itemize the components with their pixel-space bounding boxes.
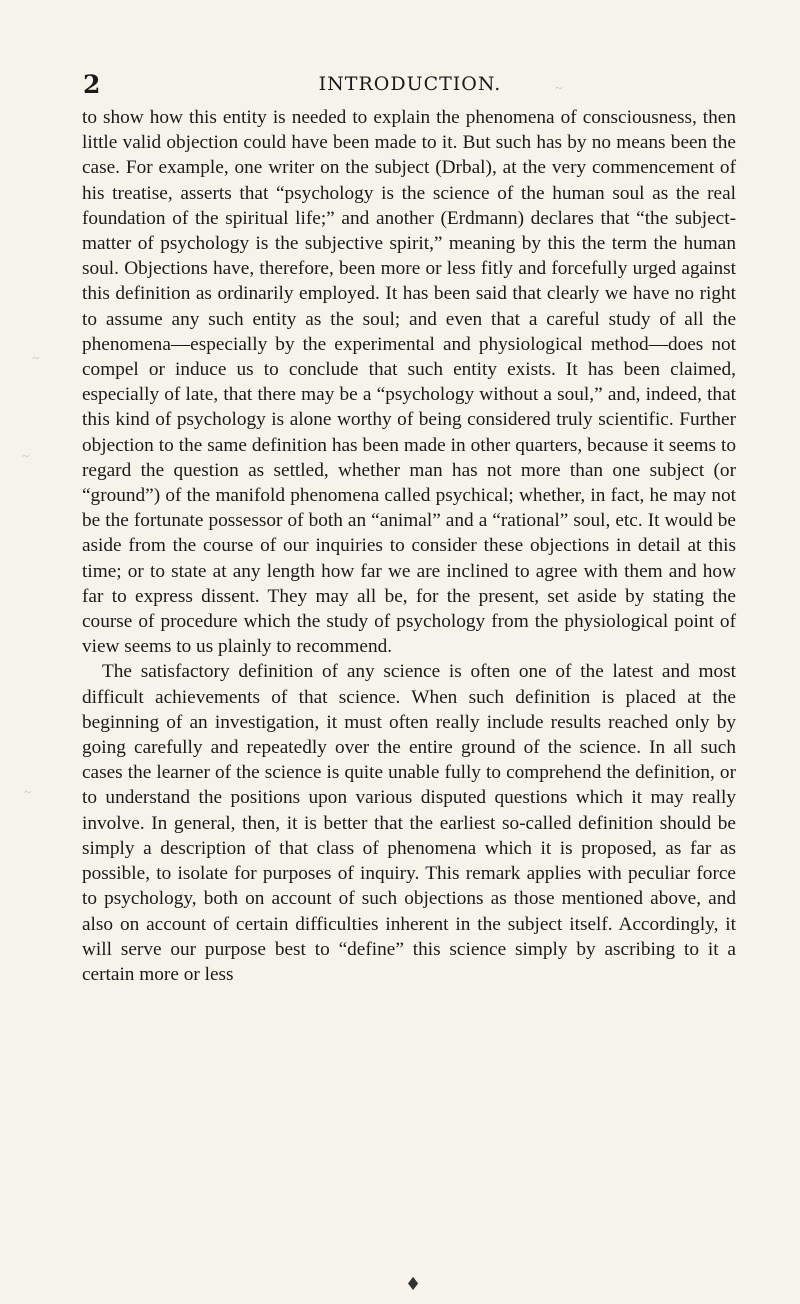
paragraph-2: The satisfactory definition of any science is often one of the latest and most difficult achievements of that science. When such definition is placed at the beginning of an investigation, it must often really include results reached only by going carefully and repeatedly over the entire ground of the science. In all such cases the learner of the science is quite unable fully to comprehend the definition, or to understand the positions upon various disputed questions which it may really involve. In general, then, it is better that the earliest so-called definition should be simply a description of that class of phenomena which it is proposed, as far as possible, to isolate for purposes of inquiry. This remark applies with peculiar force to psychology, both on account of such objections as those mentioned above, and also on account of certain difficulties inherent in the subject itself. Accordingly, it will serve our purpose best to “define” this science simply by ascribing to it a certain more or less xyxy=(82,661,736,985)
body-text xyxy=(82,105,736,987)
running-head: INTRODUCTION. xyxy=(318,73,502,95)
margin-scribble: ~ xyxy=(24,784,32,799)
page-number: 2 xyxy=(83,70,101,99)
footer-mark: ♦ xyxy=(405,1274,422,1295)
margin-scribble: ~ xyxy=(32,350,40,365)
paragraph-1: to show how this entity is needed to explain the phenomena of consciousness, then little valid objection could have been made to it. But such has by no means been the case. For example, one writer on the subject (Drbal), at the very commencement of his treatise, asserts that “psychology is the science of the human soul as the real foundation of the spiritual life;” and another (Erdmann) declares that “the subject-matter of psychology is the subjective spirit,” meaning by this the term the human soul. Objections have, therefore, been more or less fitly and forcefully urged against this definition as ordinarily employed. It has been said that clearly we have no right to assume any such entity as the soul; and even that a careful study of all the phenomena—especially by the experimental and physiological method—does not compel or induce us to conclude that such entity exists. It has been claimed, especially of late, that there may be a “psychology without a soul,” and, indeed, that this kind of psychology is alone worthy of being considered truly scientific. Further objection to the same definition has been made in other quarters, because it seems to regard the question as settled, whether man has not more than one subject (or “ground”) of the manifold phenomena called psychical; whether, in fact, he may not be the fortunate possessor of both an “animal” and a “rational” soul, etc. It would be aside from the course of our inquiries to consider these objections in detail at this time; or to state at any length how far we are inclined to agree with them and how far to express dissent. They may all be, for the present, set aside by stating the course of procedure which the study of psychology from the physiological point of view seems to us plainly to recommend. xyxy=(82,107,736,658)
page-header xyxy=(80,70,740,98)
margin-scribble: ~ xyxy=(22,448,30,463)
margin-scribble: ~ xyxy=(555,80,563,95)
